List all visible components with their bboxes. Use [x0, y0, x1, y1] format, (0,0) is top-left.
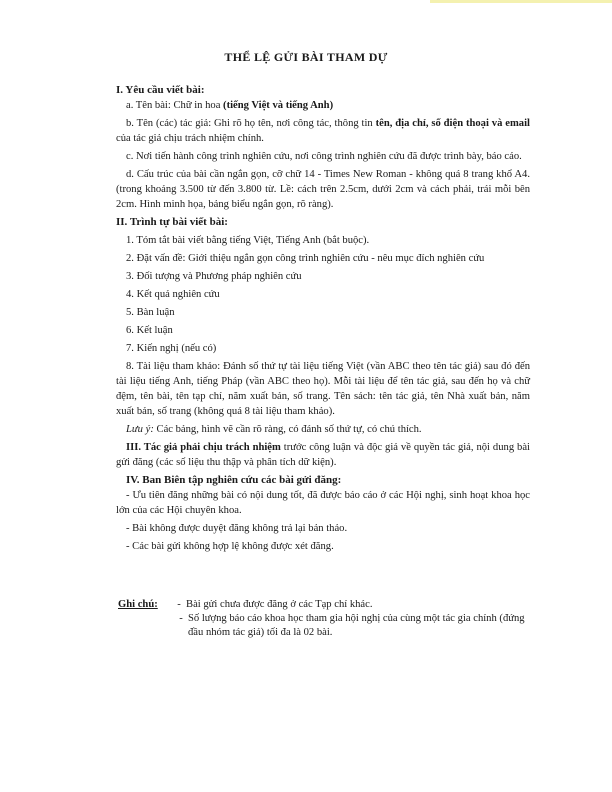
requirement-b-bold: tên, địa chỉ, số điện thoại và email: [375, 118, 530, 129]
document-body: [116, 80, 530, 554]
requirement-a: [116, 98, 530, 113]
section-2-heading: II. Trình tự bài viết bài:: [116, 216, 228, 228]
section-1-heading: I. Yêu cầu viết bài:: [116, 84, 205, 96]
note-line: [116, 422, 530, 437]
list-item: - Ưu tiên đăng những bài có nội dung tốt, đã được báo cáo ở các Hội nghị, sinh hoạt khoa học lớn của các Hội chuyên khoa.: [116, 490, 530, 516]
list-item: 7. Kiến nghị (nếu có): [126, 343, 217, 354]
footnote-row-1: [118, 598, 528, 612]
requirement-d: d. Cấu trúc của bài cần ngắn gọn, cỡ chữ 14 - Times New Roman - không quá 8 trang khổ A4. (trong khoảng 3.500 từ đến 3.800 từ. Lề: cách trên 2.5cm, dưới 2cm và cách phải, trái mỗi bên 2cm. Hình minh họa, bảng biểu ngắn gọn, rõ ràng).: [116, 169, 530, 210]
list-item: 4. Kết quả nghiên cứu: [126, 289, 220, 300]
list-item: - Các bài gửi không hợp lệ không được xét đăng.: [126, 541, 334, 552]
section-3-text: trước công luận và độc giả về quyền tác giả, nội dung bài gửi đăng (các số liệu thu thập và phân tích dữ kiện).: [116, 442, 530, 468]
section-3-heading: III. Tác giả phải chịu trách nhiệm: [126, 442, 281, 453]
dash: -: [177, 599, 181, 610]
footnote-line-1: Bài gửi chưa được đăng ở các Tạp chí khác.: [186, 599, 373, 610]
list-item: 1. Tóm tắt bài viết bằng tiếng Việt, Tiếng Anh (bắt buộc).: [126, 235, 370, 246]
requirement-b-text: b. Tên (các) tác giả: Ghi rõ họ tên, nơi công tác, thông tin: [126, 118, 376, 129]
requirement-b-tail: của tác giả chịu trách nhiệm chính.: [116, 133, 264, 144]
note-text: Các bảng, hình vẽ cần rõ ràng, có đánh số thứ tự, có chú thích.: [153, 424, 422, 435]
page-title: THỂ LỆ GỬI BÀI THAM DỰ: [224, 50, 388, 64]
dash: -: [179, 613, 183, 624]
footnote-label: Ghi chú:: [118, 599, 158, 610]
list-item: 3. Đối tượng và Phương pháp nghiên cứu: [126, 271, 302, 282]
requirement-a-bold: (tiếng Việt và tiếng Anh): [223, 100, 334, 111]
requirement-c: c. Nơi tiến hành công trình nghiên cứu, nơi công trình nghiên cứu đã được trình bày, báo cáo.: [126, 151, 522, 162]
list-item: - Bài không được duyệt đăng không trả lại bản thảo.: [126, 523, 348, 534]
note-label: Lưu ý:: [126, 424, 154, 435]
list-item: 5. Bàn luận: [126, 307, 175, 318]
list-item-references: 8. Tài liệu tham khảo: Đánh số thứ tự tài liệu tiếng Việt (vần ABC theo tên tác giả) sau đó đến tài liệu tiếng Anh, tiếng Pháp (vần ABC theo họ). Mỗi tài liệu để tên tác giả, sau đến họ và chữ đệm, tên bài, tên tạp chí, năm xuất bản, số trang. Tên sách: tên tác giả, tên Nhà xuất bản, năm xuất bản, số trang (không quá 8 tài liệu tham khảo).: [116, 361, 530, 417]
list-item: 6. Kết luận: [126, 325, 173, 336]
footnote-line-2: Số lượng báo cáo khoa học tham gia hội nghị của cùng một tác gia chính (đứng đầu nhóm tác giả) tối đa là 02 bài.: [188, 613, 525, 638]
footnote: [118, 598, 528, 640]
section-4-heading: IV. Ban Biên tập nghiên cứu các bài gửi đăng:: [126, 474, 342, 486]
requirement-b: [116, 116, 530, 146]
list-item: 2. Đặt vấn đề: Giới thiệu ngắn gọn công trình nghiên cứu - nêu mục đích nghiên cứu: [126, 253, 485, 264]
scan-edge-mark: [430, 0, 612, 3]
footnote-row-2: [118, 612, 528, 640]
requirement-a-text: a. Tên bài: Chữ in hoa: [126, 100, 224, 111]
section-3: [116, 440, 530, 470]
